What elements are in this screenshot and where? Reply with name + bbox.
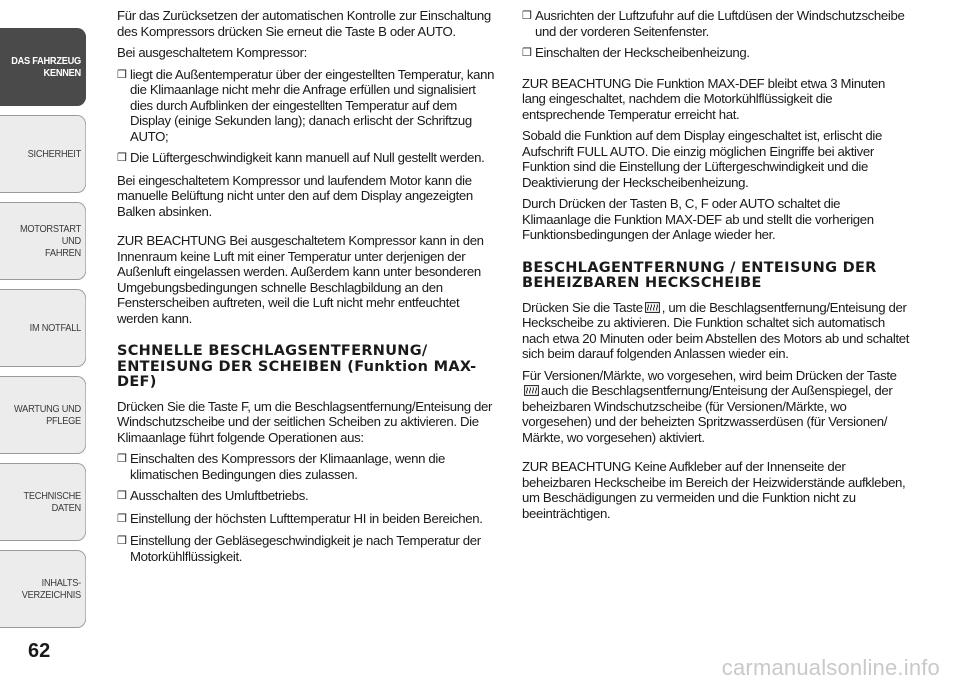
section-heading: SCHNELLE BESCHLAGSENTFERNUNG/ ENTEISUNG DER SCHEIBEN (Funktion MAX-DEF) bbox=[117, 343, 477, 390]
tab-label: DAS FAHRZEUG KENNEN bbox=[11, 55, 81, 79]
list-item: ❒ Ausrichten der Luftzufuhr auf die Luftdüsen der Windschutzscheibe und der vorderen Seitenfenster. bbox=[522, 8, 905, 39]
checkbox-bullet-icon: ❒ bbox=[117, 453, 127, 465]
tab-das-fahrzeug-kennen[interactable] bbox=[0, 28, 86, 106]
rear-window-defrost-icon bbox=[645, 302, 660, 313]
paragraph: Für Versionen/Märkte, wo vorgesehen, wird beim Drücken der Taste auch die Beschlagsentfernung/Enteisung der Außenspiegel, der beheizbaren Windschutzscheibe (für Versionen/Märkte, wo vorgesehen) und der beheizten Spritzwasserdüsen (für Versionen/ Märkte, wo vorgesehen) aktiviert. bbox=[522, 367, 897, 445]
tab-technische-daten[interactable] bbox=[0, 463, 86, 541]
page-number: 62 bbox=[28, 640, 51, 662]
list-item: ❒ Ausschalten des Umluftbetriebs. bbox=[117, 488, 309, 503]
paragraph: Bei ausgeschaltetem Kompressor: bbox=[117, 45, 307, 60]
tab-label: WARTUNG UND PFLEGE bbox=[14, 403, 81, 427]
paragraph: Drücken Sie die Taste F, um die Beschlagsentfernung/Enteisung der Windschutzscheibe und der seitlichen Scheiben zu aktivieren. Die Klimaanlage führt folgende Operationen aus: bbox=[117, 398, 493, 445]
paragraph: Bei eingeschaltetem Kompressor und laufendem Motor kann die manuelle Belüftung nicht unter den auf dem Display angezeigten Balken absinken. bbox=[117, 172, 473, 219]
checkbox-bullet-icon: ❒ bbox=[117, 68, 127, 81]
tab-motorstart-und-fahren[interactable] bbox=[0, 202, 86, 280]
section-heading: BESCHLAGENTFERNUNG / ENTEISUNG DER BEHEIZBAREN HECKSCHEIBE bbox=[522, 259, 877, 291]
note-paragraph: ZUR BEACHTUNG Keine Aufkleber auf der Innenseite der beheizbaren Heckscheibe im Bereich der Heizwiderstände aufkleben, um Beschädigungen zu vermeiden und die Funktion nicht zu beeinträchtigen. bbox=[522, 459, 906, 521]
list-item: ❒ Die Lüftergeschwindigkeit kann manuell auf Null gestellt werden. bbox=[117, 150, 485, 165]
paragraph: Sobald die Funktion auf dem Display eingeschaltet ist, erlischt die Aufschrift FULL AUTO. Die einzig möglichen Eingriffe bei aktiver Funktion sind die Einstellung der Lüftergeschwindigkeit und die Deaktivierung der Heckscheibenheizung. bbox=[522, 128, 882, 190]
tab-wartung-und-pflege[interactable] bbox=[0, 376, 86, 454]
list-item: ❒ Einschalten des Kompressors der Klimaanlage, wenn die klimatischen Bedingungen dies zulassen. bbox=[117, 451, 445, 482]
list-item: ❒ Einstellung der Gebläsegeschwindigkeit je nach Temperatur der Motorkühlflüssigkeit. bbox=[117, 533, 481, 564]
tab-im-notfall[interactable] bbox=[0, 289, 86, 367]
rear-window-defrost-icon bbox=[524, 385, 539, 396]
checkbox-bullet-icon: ❒ bbox=[117, 490, 127, 502]
note-paragraph: ZUR BEACHTUNG Die Funktion MAX-DEF bleibt etwa 3 Minuten lang eingeschaltet, nachdem die Motorkühlflüssigkeit die entsprechende Temperatur erreicht hat. bbox=[522, 75, 885, 122]
list-item: ❒ liegt die Außentemperatur über der eingestellten Temperatur, kann die Klimaanlage nicht mehr die Anfrage erfüllen und signalisiert dies durch Aufblinken der eingestellten Temperatur auf dem Display (einige Sekunden lang); danach erlischt der Schriftzug AUTO; bbox=[117, 66, 495, 144]
right-column bbox=[522, 8, 910, 527]
checkbox-bullet-icon: ❒ bbox=[117, 535, 127, 547]
checkbox-bullet-icon: ❒ bbox=[117, 512, 127, 525]
watermark: carmanualsonline.info bbox=[721, 655, 940, 680]
tab-label: INHALTS- VERZEICHNIS bbox=[21, 577, 81, 601]
tab-inhaltsverzeichnis[interactable] bbox=[0, 550, 86, 628]
note-paragraph: ZUR BEACHTUNG Bei ausgeschaltetem Kompressor kann in den Innenraum keine Luft mit einer Temperatur unter derjenigen der Außenluft eingelassen werden. Außerdem kann unter besonderen Umgebungsbedingungen schnelle Beschlagbildung an den Fensterscheiben auftreten, weil die Luft nicht mehr entfeuchtet werden kann. bbox=[117, 233, 484, 326]
tab-label: TECHNISCHE DATEN bbox=[23, 490, 81, 514]
chapter-sidebar bbox=[0, 0, 100, 640]
tab-label: SICHERHEIT bbox=[27, 148, 81, 160]
list-item: ❒ Einschalten der Heckscheibenheizung. bbox=[522, 45, 750, 60]
list-item: ❒ Einstellung der höchsten Lufttemperatur HI in beiden Bereichen. bbox=[117, 510, 483, 526]
paragraph: Durch Drücken der Tasten B, C, F oder AUTO schaltet die Klimaanlage die Funktion MAX-DEF ab und stellt die vorherigen Funktionsbedingungen der Anlage wieder her. bbox=[522, 196, 874, 242]
tab-label: MOTORSTART UND FAHREN bbox=[19, 223, 81, 259]
paragraph: Drücken Sie die Taste , um die Beschlagsentfernung/Enteisung der Heckscheibe zu aktivieren. Die Funktion schaltet sich automatisch nach etwa 20 Minuten oder beim Abstellen des Motors ab und schaltet sich beim darauf folgenden Anlassen wieder ein. bbox=[522, 299, 910, 361]
left-column bbox=[117, 8, 495, 570]
paragraph: Für das Zurücksetzen der automatischen Kontrolle zur Einschaltung des Kompressors drücken Sie erneut die Taste B oder AUTO. bbox=[117, 8, 491, 39]
tab-label: IM NOTFALL bbox=[29, 322, 81, 334]
checkbox-bullet-icon: ❒ bbox=[522, 10, 532, 22]
checkbox-bullet-icon: ❒ bbox=[117, 152, 127, 164]
tab-sicherheit[interactable] bbox=[0, 115, 86, 193]
checkbox-bullet-icon: ❒ bbox=[522, 47, 532, 59]
